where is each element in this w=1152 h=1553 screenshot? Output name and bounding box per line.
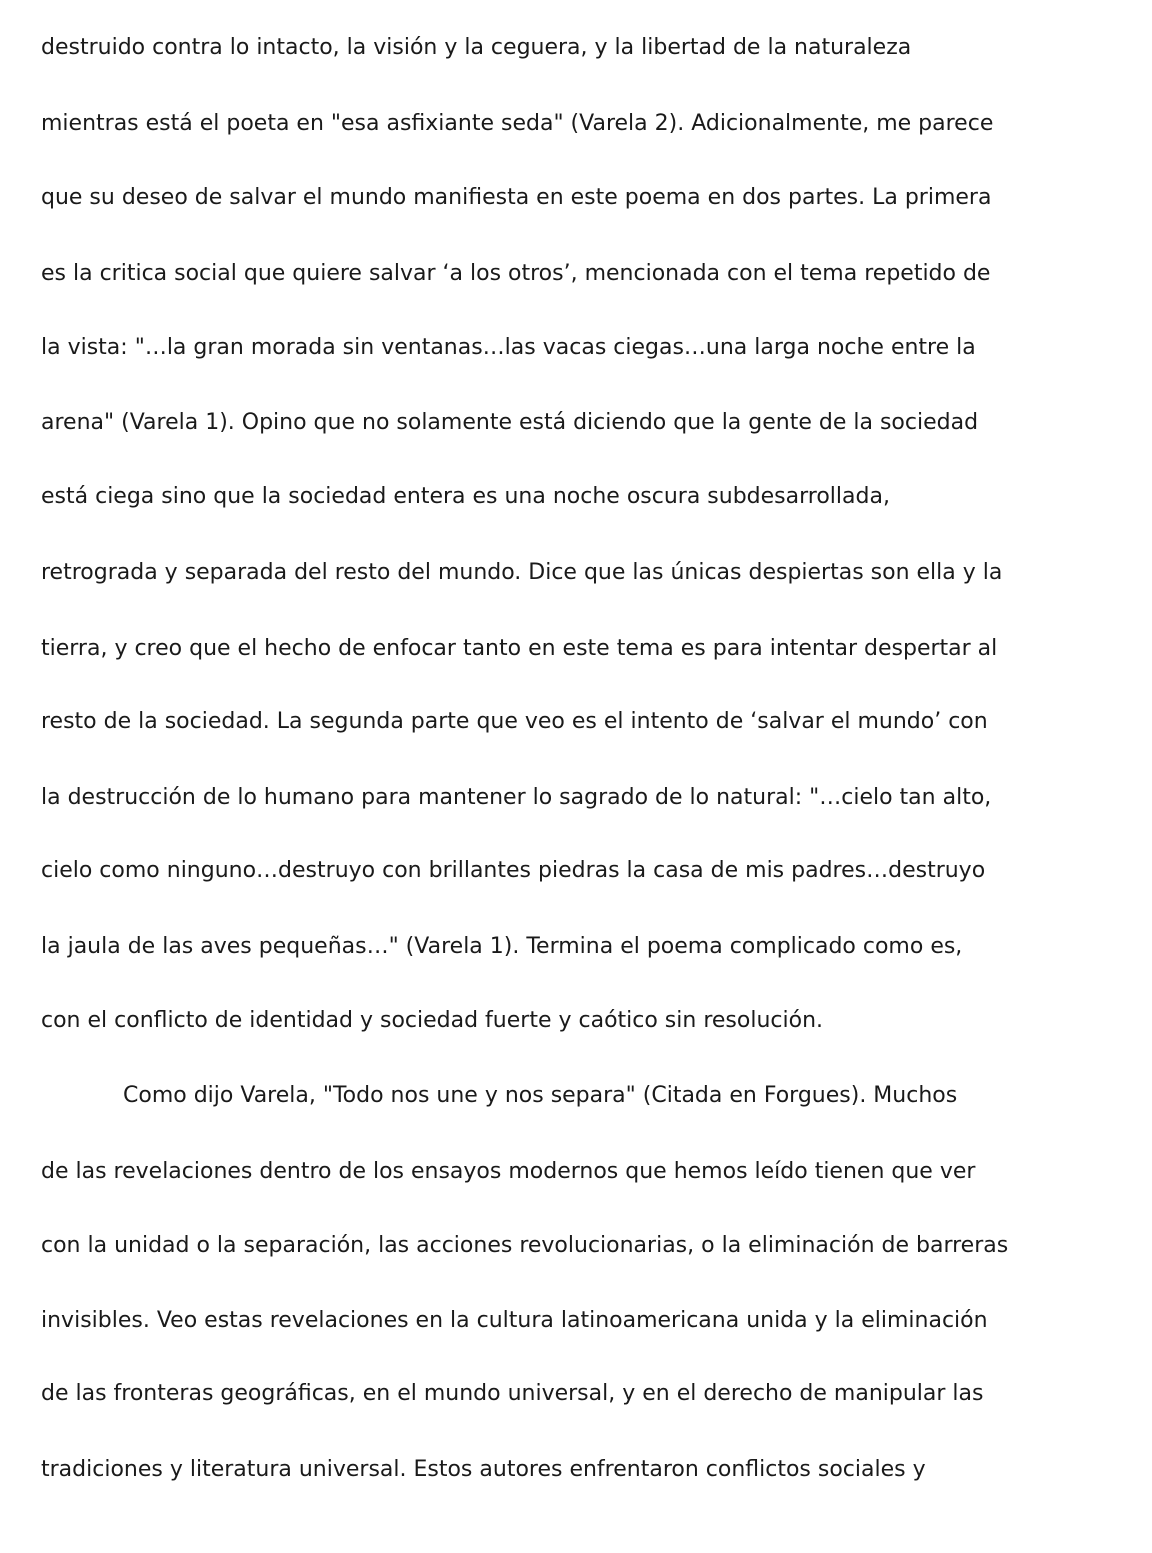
- text-line-3: que su deseo de salvar el mundo manifiesta en este poema en dos partes. La primera: [41, 185, 992, 210]
- text-line-4: es la critica social que quiere salvar ‘a los otros’, mencionada con el tema repetido de: [41, 261, 991, 286]
- text-line-7: está ciega sino que la sociedad entera es una noche oscura subdesarrollada,: [41, 484, 890, 509]
- text-line-16: de las revelaciones dentro de los ensayos modernos que hemos leído tienen que ver: [41, 1159, 976, 1184]
- text-line-6: arena" (Varela 1). Opino que no solamente está diciendo que la gente de la sociedad: [41, 410, 979, 435]
- text-line-1: destruido contra lo intacto, la visión y la ceguera, y la libertad de la naturaleza: [41, 35, 912, 60]
- text-line-2: mientras está el poeta en "esa asfixiante seda" (Varela 2). Adicionalmente, me parece: [41, 111, 994, 136]
- text-line-11: la destrucción de lo humano para mantener lo sagrado de lo natural: "…cielo tan alto,: [41, 785, 992, 810]
- text-line-13: la jaula de las aves pequeñas…" (Varela 1). Termina el poema complicado como es,: [41, 934, 963, 959]
- text-line-18: invisibles. Veo estas revelaciones en la cultura latinoamericana unida y la eliminación: [41, 1308, 988, 1333]
- text-line-12: cielo como ninguno…destruyo con brillantes piedras la casa de mis padres…destruyo: [41, 858, 986, 883]
- text-line-9: tierra, y creo que el hecho de enfocar tanto en este tema es para intentar despertar al: [41, 636, 998, 661]
- text-line-14: con el conflicto de identidad y sociedad fuerte y caótico sin resolución.: [41, 1008, 823, 1033]
- text-line-8: retrograda y separada del resto del mundo. Dice que las únicas despiertas son ella y la: [41, 560, 1003, 585]
- text-line-5: la vista: "…la gran morada sin ventanas…las vacas ciegas…una larga noche entre la: [41, 335, 976, 360]
- text-line-10: resto de la sociedad. La segunda parte que veo es el intento de ‘salvar el mundo’ con: [41, 709, 988, 734]
- text-line-19: de las fronteras geográficas, en el mundo universal, y en el derecho de manipular las: [41, 1381, 984, 1406]
- text-line-17: con la unidad o la separación, las acciones revolucionarias, o la eliminación de barreras: [41, 1233, 1009, 1258]
- text-line-20: tradiciones y literatura universal. Estos autores enfrentaron conflictos sociales y: [41, 1457, 926, 1482]
- paragraph-start-line: Como dijo Varela, "Todo nos une y nos separa" (Citada en Forgues). Muchos: [123, 1083, 958, 1108]
